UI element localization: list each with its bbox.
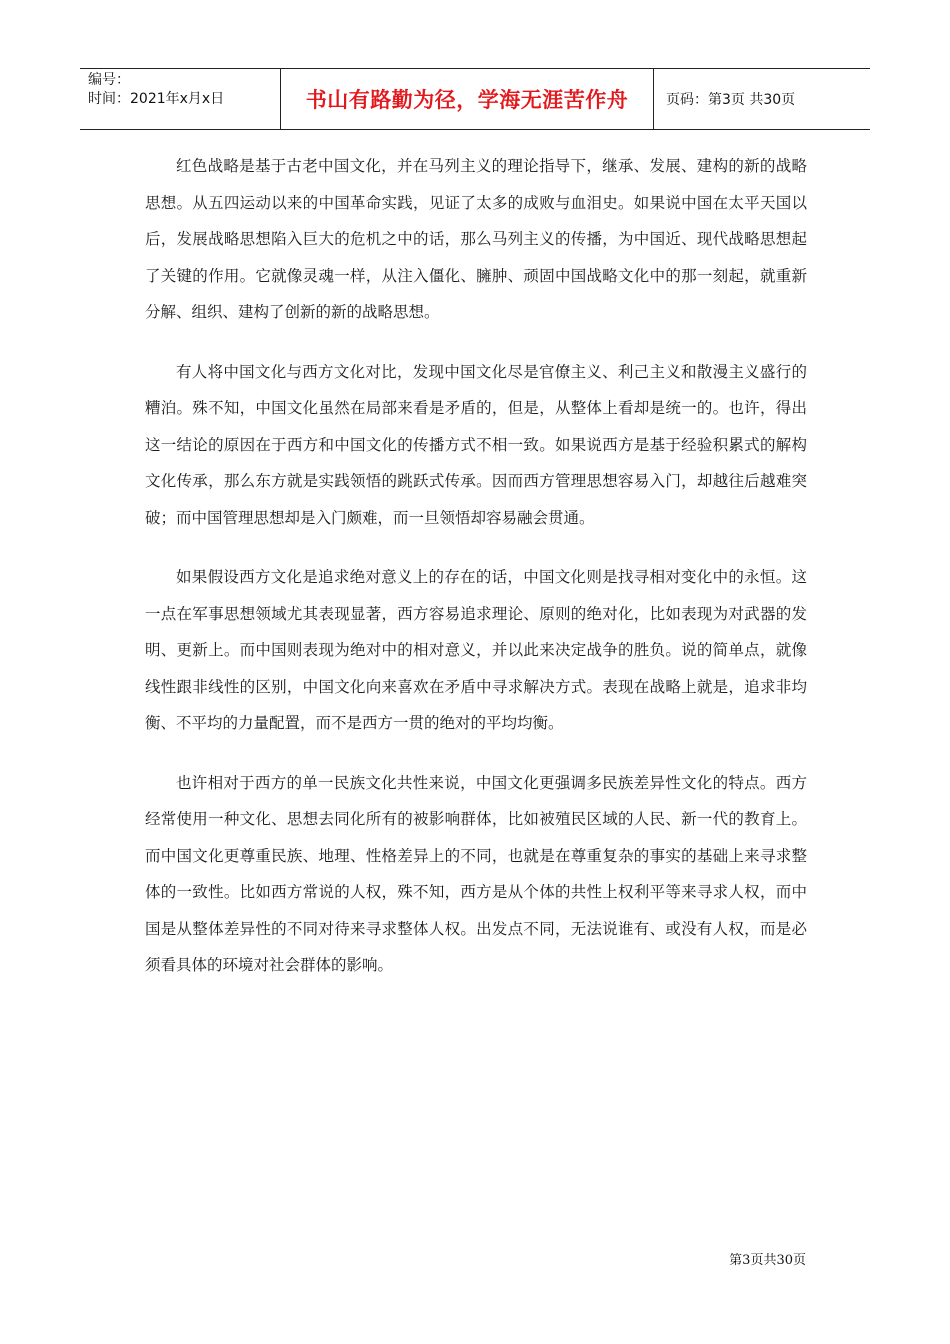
paragraph-4: 也许相对于西方的单一民族文化共性来说，中国文化更强调多民族差异性文化的特点。西方经常使用一种文化、思想去同化所有的被影响群体，比如被殖民区域的人民、新一代的教育上。而中国文化更尊重民族、地理、性格差异上的不同，也就是在尊重复杂的事实的基础上来寻求整体的一致性。比如西方常说的人权，殊不知，西方是从个体的共性上权利平等来寻求人权，而中国是从整体差异性的不同对待来寻求整体人权。出发点不同，无法说谁有、或没有人权，而是必须看具体的环境对社会群体的影响。 — [145, 773, 807, 974]
header-page-info: 页码：第3页 共30页 — [666, 92, 796, 108]
page-header — [80, 68, 870, 130]
document-number-label: 编号： — [88, 72, 130, 88]
paragraph-2: 有人将中国文化与西方文化对比，发现中国文化尽是官僚主义、利己主义和散漫主义盛行的糟泊。殊不知，中国文化虽然在局部来看是矛盾的，但是，从整体上看却是统一的。也许，得出这一结论的原因在于西方和中国文化的传播方式不相一致。如果说西方是基于经验积累式的解构文化传承，那么东方就是实践领悟的跳跃式传承。因而西方管理思想容易入门，却越往后越难突破；而中国管理思想却是入门颇难，而一旦领悟却容易融会贯通。 — [145, 362, 807, 527]
header-meta-cell — [80, 69, 281, 129]
document-body — [145, 148, 807, 1007]
header-motto: 书山有路勤为径，学海无涯苦作舟 — [281, 69, 654, 129]
page-footer: 第3页共30页 — [729, 1253, 806, 1268]
document-date: 时间：2021年x月x日 — [88, 91, 225, 107]
paragraph-1: 红色战略是基于古老中国文化，并在马列主义的理论指导下，继承、发展、建构的新的战略思想。从五四运动以来的中国革命实践，见证了太多的成败与血泪史。如果说中国在太平天国以后，发展战略思想陷入巨大的危机之中的话，那么马列主义的传播，为中国近、现代战略思想起了关键的作用。它就像灵魂一样，从注入僵化、臃肿、顽固中国战略文化中的那一刻起，就重新分解、组织、建构了创新的新的战略思想。 — [145, 157, 807, 321]
paragraph-3: 如果假设西方文化是追求绝对意义上的存在的话，中国文化则是找寻相对变化中的永恒。这一点在军事思想领域尤其表现显著，西方容易追求理论、原则的绝对化，比如表现为对武器的发明、更新上。而中国则表现为绝对中的相对意义，并以此来决定战争的胜负。说的简单点，就像线性跟非线性的区别，中国文化向来喜欢在矛盾中寻求解决方式。表现在战略上就是，追求非均衡、不平均的力量配置，而不是西方一贯的绝对的平均均衡。 — [145, 568, 807, 732]
